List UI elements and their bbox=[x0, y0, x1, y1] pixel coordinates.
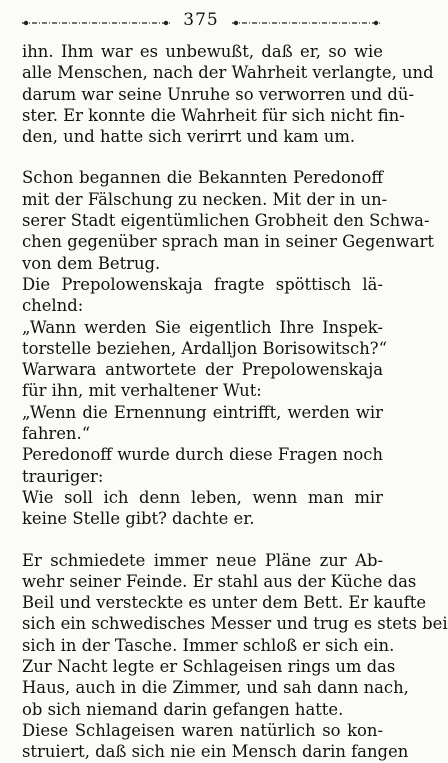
text-line: Wie soll ich denn leben, wenn man mir bbox=[22, 487, 383, 507]
text-line: torstelle beziehen, Ardalljon Borisowitsch?“ bbox=[22, 338, 387, 358]
paragraph bbox=[22, 720, 409, 763]
text-line: „Wann werden Sie eigentlich Ihre Inspek- bbox=[22, 317, 383, 337]
text-line: keine Stelle gibt? dachte er. bbox=[22, 509, 255, 529]
paragraph-gap bbox=[22, 530, 383, 550]
text-line: Warwara antwortete der Prepolowenskaja bbox=[22, 360, 383, 380]
text-line: Haus, auch in die Zimmer, und sah dann nach, bbox=[22, 678, 409, 698]
text-line: darum war seine Unruhe so verworren und dü- bbox=[22, 84, 415, 104]
paragraph bbox=[22, 167, 434, 273]
text-line: Beil und versteckte es unter dem Bett. Er kaufte bbox=[22, 593, 427, 613]
text-line: Diese Schlageisen waren natürlich so kon- bbox=[22, 720, 383, 740]
text-line: chen gegenüber sprach man in seiner Gegenwart bbox=[22, 232, 434, 252]
paragraph bbox=[22, 359, 383, 402]
text-line: serer Stadt eigentümlichen Grobheit den Schwa- bbox=[22, 211, 430, 231]
page-number: 375 bbox=[183, 10, 219, 30]
paragraph bbox=[22, 317, 387, 360]
text-line: ster. Er konnte die Wahrheit für sich nicht fin- bbox=[22, 105, 405, 125]
paragraph bbox=[22, 41, 434, 147]
text-line: den, und hatte sich verirrt und kam um. bbox=[22, 127, 356, 147]
text-line: „Wenn die Ernennung eintrifft, werden wir bbox=[22, 402, 383, 422]
paragraph bbox=[22, 274, 383, 317]
text-line: Peredonoff wurde durch diese Fragen noch bbox=[22, 445, 383, 465]
paragraph bbox=[22, 487, 383, 530]
text-line: wehr seiner Feinde. Er stahl aus der Küche das bbox=[22, 571, 417, 591]
text-line: fahren.“ bbox=[22, 424, 91, 444]
text-line: ihn. Ihm war es unbewußt, daß er, so wie bbox=[22, 42, 383, 61]
page-header bbox=[0, 10, 400, 34]
left-ornament-rule bbox=[22, 20, 170, 26]
text-line: Die Prepolowenskaja fragte spöttisch lä- bbox=[22, 274, 383, 294]
text-line: für ihn, mit verhaltener Wut: bbox=[22, 381, 262, 401]
text-line: chelnd: bbox=[22, 296, 84, 316]
text-line: Schon begannen die Bekannten Peredonoff bbox=[22, 168, 383, 188]
text-line: sich ein schwedisches Messer und trug es stets bei bbox=[22, 614, 448, 634]
paragraph bbox=[22, 402, 383, 445]
paragraph bbox=[22, 444, 383, 487]
right-ornament-rule bbox=[232, 20, 380, 26]
text-line: Zur Nacht legte er Schlageisen rings um das bbox=[22, 657, 396, 677]
text-line: Er schmiedete immer neue Pläne zur Ab- bbox=[22, 550, 383, 570]
body-text bbox=[22, 41, 448, 763]
text-line: alle Menschen, nach der Wahrheit verlangte, und bbox=[22, 63, 434, 83]
text-line: sich in der Tasche. Immer schloß er sich ein. bbox=[22, 635, 395, 655]
paragraph bbox=[22, 550, 448, 720]
text-line: trauriger: bbox=[22, 466, 104, 486]
text-line: struiert, daß sich nie ein Mensch darin fangen bbox=[22, 742, 409, 762]
paragraph-gap bbox=[22, 147, 383, 167]
text-line: ob sich niemand darin gefangen hatte. bbox=[22, 699, 344, 719]
text-line: mit der Fälschung zu necken. Mit der in un- bbox=[22, 189, 388, 209]
text-line: von dem Betrug. bbox=[22, 253, 161, 273]
